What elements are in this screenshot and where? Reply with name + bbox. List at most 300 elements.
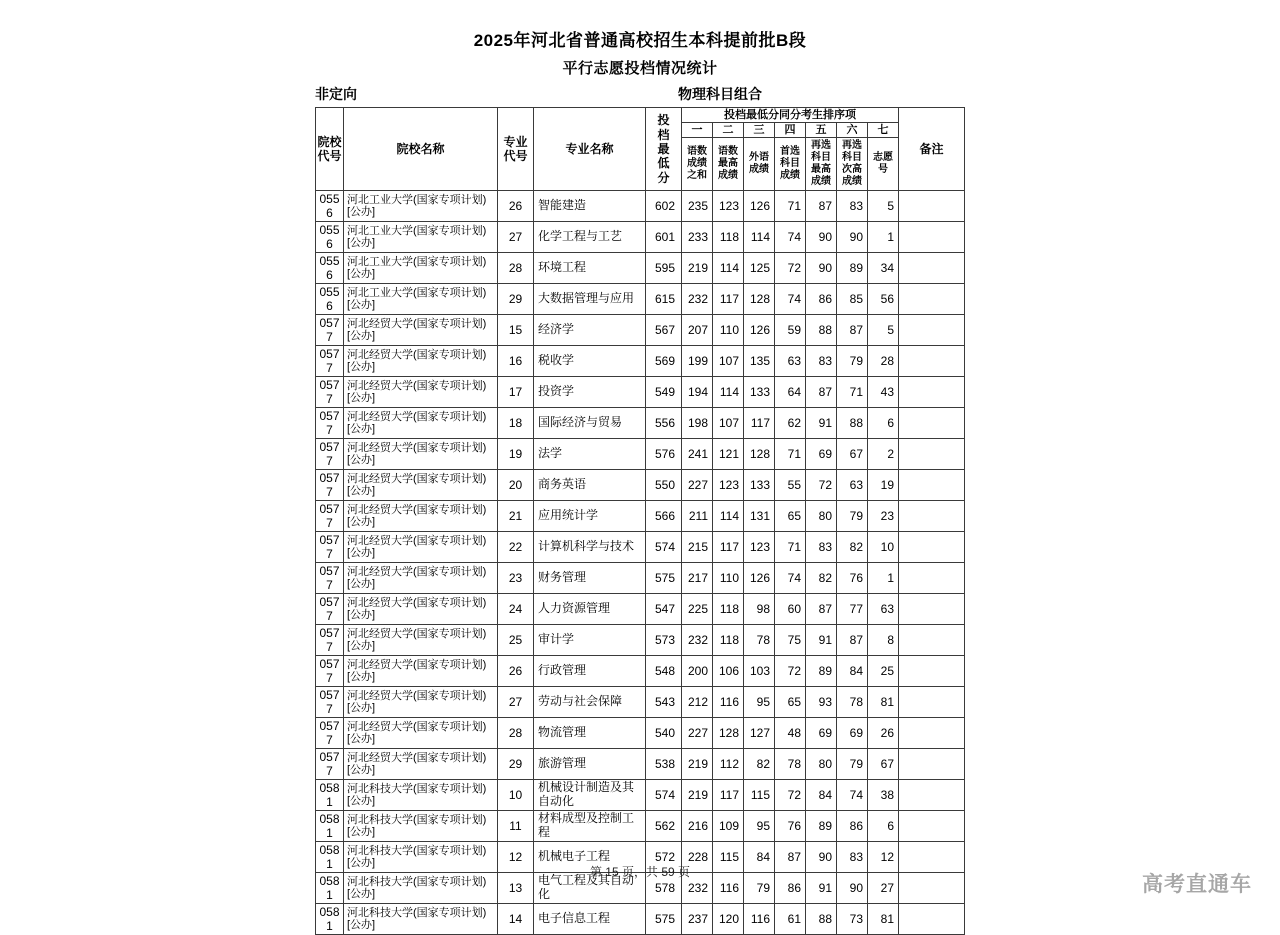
admission-table <box>315 107 965 935</box>
cell-major-code: 19 <box>498 439 534 470</box>
cell-sort-6: 67 <box>837 439 868 470</box>
cell-sort-1: 233 <box>682 222 713 253</box>
cell-major-code: 17 <box>498 377 534 408</box>
cell-school-name: 河北经贸大学(国家专项计划)[公办] <box>344 656 498 687</box>
cell-school-name: 河北经贸大学(国家专项计划)[公办] <box>344 532 498 563</box>
cell-sort-3: 123 <box>744 532 775 563</box>
cell-school-name: 河北经贸大学(国家专项计划)[公办] <box>344 563 498 594</box>
cell-major-name: 电气工程及其自动化 <box>534 873 646 904</box>
cell-min-score: 548 <box>646 656 682 687</box>
cell-major-name: 化学工程与工艺 <box>534 222 646 253</box>
header-major-name: 专业名称 <box>534 108 646 191</box>
header-school-code: 院校代号 <box>316 108 344 191</box>
cell-school-code: 0577 <box>316 563 344 594</box>
cell-min-score: 543 <box>646 687 682 718</box>
header-sort-label-6: 再选科目次高成绩 <box>837 138 868 191</box>
cell-min-score: 576 <box>646 439 682 470</box>
cell-sort-7: 2 <box>868 439 899 470</box>
cell-school-name: 河北工业大学(国家专项计划)[公办] <box>344 191 498 222</box>
cell-sort-7: 8 <box>868 625 899 656</box>
cell-sort-5: 91 <box>806 625 837 656</box>
cell-remark <box>899 780 965 811</box>
header-order-7: 七 <box>868 123 899 138</box>
table-row <box>316 718 965 749</box>
cell-school-name: 河北科技大学(国家专项计划)[公办] <box>344 873 498 904</box>
cell-min-score: 569 <box>646 346 682 377</box>
header-sort-group: 投档最低分同分考生排序项 <box>682 108 899 123</box>
cell-sort-3: 98 <box>744 594 775 625</box>
cell-remark <box>899 501 965 532</box>
cell-major-name: 财务管理 <box>534 563 646 594</box>
cell-major-code: 29 <box>498 749 534 780</box>
cell-school-code: 0581 <box>316 780 344 811</box>
cell-min-score: 574 <box>646 532 682 563</box>
cell-major-name: 投资学 <box>534 377 646 408</box>
cell-sort-5: 91 <box>806 408 837 439</box>
cell-remark <box>899 191 965 222</box>
cell-sort-7: 27 <box>868 873 899 904</box>
cell-sort-3: 126 <box>744 563 775 594</box>
cell-sort-6: 88 <box>837 408 868 439</box>
header-order-2: 二 <box>713 123 744 138</box>
cell-school-code: 0577 <box>316 501 344 532</box>
cell-school-code: 0577 <box>316 687 344 718</box>
cell-min-score: 556 <box>646 408 682 439</box>
cell-sort-1: 216 <box>682 811 713 842</box>
cell-major-name: 物流管理 <box>534 718 646 749</box>
cell-sort-3: 125 <box>744 253 775 284</box>
cell-school-code: 0581 <box>316 873 344 904</box>
cell-sort-2: 114 <box>713 253 744 284</box>
table-row <box>316 315 965 346</box>
cell-remark <box>899 532 965 563</box>
cell-sort-7: 25 <box>868 656 899 687</box>
cell-sort-3: 115 <box>744 780 775 811</box>
cell-sort-4: 63 <box>775 346 806 377</box>
cell-sort-1: 237 <box>682 904 713 935</box>
labels-row <box>315 82 965 106</box>
cell-sort-6: 76 <box>837 563 868 594</box>
cell-school-code: 0581 <box>316 811 344 842</box>
cell-major-code: 21 <box>498 501 534 532</box>
cell-sort-4: 71 <box>775 532 806 563</box>
cell-min-score: 572 <box>646 842 682 873</box>
document-title-line1: 2025年河北省普通高校招生本科提前批B段 <box>473 31 807 50</box>
cell-sort-7: 26 <box>868 718 899 749</box>
cell-sort-1: 212 <box>682 687 713 718</box>
cell-sort-3: 126 <box>744 315 775 346</box>
table-row <box>316 904 965 935</box>
table-row <box>316 222 965 253</box>
cell-sort-2: 107 <box>713 408 744 439</box>
cell-sort-4: 74 <box>775 563 806 594</box>
cell-major-name: 电子信息工程 <box>534 904 646 935</box>
cell-sort-5: 80 <box>806 749 837 780</box>
cell-sort-1: 219 <box>682 253 713 284</box>
cell-min-score: 575 <box>646 563 682 594</box>
header-min-score: 投档最低分 <box>646 108 682 191</box>
cell-sort-7: 1 <box>868 222 899 253</box>
cell-min-score: 547 <box>646 594 682 625</box>
cell-sort-7: 19 <box>868 470 899 501</box>
cell-sort-5: 87 <box>806 594 837 625</box>
cell-sort-4: 65 <box>775 501 806 532</box>
table-row <box>316 439 965 470</box>
orientation-label: 非定向 <box>315 86 357 102</box>
cell-sort-6: 71 <box>837 377 868 408</box>
cell-sort-6: 63 <box>837 470 868 501</box>
cell-sort-7: 6 <box>868 811 899 842</box>
cell-sort-3: 133 <box>744 470 775 501</box>
cell-sort-3: 114 <box>744 222 775 253</box>
cell-major-code: 20 <box>498 470 534 501</box>
cell-sort-6: 83 <box>837 191 868 222</box>
table-row <box>316 191 965 222</box>
cell-sort-2: 109 <box>713 811 744 842</box>
cell-school-name: 河北工业大学(国家专项计划)[公办] <box>344 253 498 284</box>
cell-sort-4: 72 <box>775 656 806 687</box>
cell-sort-5: 90 <box>806 253 837 284</box>
cell-sort-6: 90 <box>837 873 868 904</box>
cell-sort-5: 89 <box>806 811 837 842</box>
cell-sort-4: 72 <box>775 780 806 811</box>
cell-sort-1: 217 <box>682 563 713 594</box>
table-row <box>316 780 965 811</box>
cell-sort-6: 77 <box>837 594 868 625</box>
cell-sort-2: 107 <box>713 346 744 377</box>
cell-sort-4: 86 <box>775 873 806 904</box>
cell-min-score: 540 <box>646 718 682 749</box>
cell-min-score: 549 <box>646 377 682 408</box>
cell-sort-3: 95 <box>744 811 775 842</box>
cell-sort-6: 78 <box>837 687 868 718</box>
cell-sort-1: 207 <box>682 315 713 346</box>
cell-remark <box>899 284 965 315</box>
cell-major-name: 劳动与社会保障 <box>534 687 646 718</box>
cell-school-code: 0581 <box>316 842 344 873</box>
cell-sort-7: 6 <box>868 408 899 439</box>
cell-sort-3: 128 <box>744 439 775 470</box>
header-major-code: 专业代号 <box>498 108 534 191</box>
cell-sort-4: 59 <box>775 315 806 346</box>
cell-sort-1: 232 <box>682 625 713 656</box>
cell-min-score: 601 <box>646 222 682 253</box>
cell-sort-7: 23 <box>868 501 899 532</box>
cell-major-name: 行政管理 <box>534 656 646 687</box>
cell-sort-5: 83 <box>806 532 837 563</box>
table-row <box>316 284 965 315</box>
cell-sort-1: 241 <box>682 439 713 470</box>
cell-sort-7: 81 <box>868 904 899 935</box>
cell-sort-1: 232 <box>682 284 713 315</box>
cell-sort-6: 87 <box>837 315 868 346</box>
table-row <box>316 377 965 408</box>
cell-sort-1: 227 <box>682 470 713 501</box>
cell-sort-5: 84 <box>806 780 837 811</box>
cell-sort-1: 200 <box>682 656 713 687</box>
table-row <box>316 253 965 284</box>
cell-sort-4: 71 <box>775 439 806 470</box>
cell-remark <box>899 656 965 687</box>
cell-major-code: 27 <box>498 222 534 253</box>
cell-sort-3: 131 <box>744 501 775 532</box>
cell-major-name: 机械电子工程 <box>534 842 646 873</box>
cell-min-score: 615 <box>646 284 682 315</box>
cell-school-code: 0577 <box>316 718 344 749</box>
cell-sort-5: 69 <box>806 718 837 749</box>
cell-major-name: 智能建造 <box>534 191 646 222</box>
cell-sort-2: 116 <box>713 687 744 718</box>
cell-major-code: 13 <box>498 873 534 904</box>
cell-school-code: 0577 <box>316 315 344 346</box>
cell-major-code: 26 <box>498 191 534 222</box>
table-row <box>316 563 965 594</box>
cell-major-name: 大数据管理与应用 <box>534 284 646 315</box>
cell-school-name: 河北工业大学(国家专项计划)[公办] <box>344 222 498 253</box>
cell-sort-3: 82 <box>744 749 775 780</box>
cell-major-name: 税收学 <box>534 346 646 377</box>
cell-sort-2: 121 <box>713 439 744 470</box>
cell-sort-1: 215 <box>682 532 713 563</box>
cell-sort-7: 38 <box>868 780 899 811</box>
cell-sort-6: 79 <box>837 749 868 780</box>
cell-min-score: 566 <box>646 501 682 532</box>
cell-sort-2: 118 <box>713 625 744 656</box>
cell-sort-4: 65 <box>775 687 806 718</box>
table-row <box>316 594 965 625</box>
header-sort-label-4: 首选科目成绩 <box>775 138 806 191</box>
cell-sort-4: 72 <box>775 253 806 284</box>
cell-sort-4: 55 <box>775 470 806 501</box>
cell-major-code: 18 <box>498 408 534 439</box>
cell-school-name: 河北科技大学(国家专项计划)[公办] <box>344 842 498 873</box>
cell-major-name: 人力资源管理 <box>534 594 646 625</box>
cell-remark <box>899 315 965 346</box>
cell-school-name: 河北科技大学(国家专项计划)[公办] <box>344 780 498 811</box>
cell-school-name: 河北经贸大学(国家专项计划)[公办] <box>344 408 498 439</box>
cell-school-code: 0577 <box>316 656 344 687</box>
document-content <box>315 82 965 935</box>
cell-sort-7: 63 <box>868 594 899 625</box>
cell-sort-2: 106 <box>713 656 744 687</box>
header-order-1: 一 <box>682 123 713 138</box>
cell-sort-4: 48 <box>775 718 806 749</box>
cell-major-code: 12 <box>498 842 534 873</box>
cell-major-name: 应用统计学 <box>534 501 646 532</box>
cell-sort-5: 90 <box>806 842 837 873</box>
cell-sort-2: 120 <box>713 904 744 935</box>
cell-sort-1: 235 <box>682 191 713 222</box>
cell-sort-1: 228 <box>682 842 713 873</box>
cell-min-score: 550 <box>646 470 682 501</box>
cell-major-code: 23 <box>498 563 534 594</box>
cell-min-score: 602 <box>646 191 682 222</box>
cell-major-name: 国际经济与贸易 <box>534 408 646 439</box>
cell-sort-2: 117 <box>713 284 744 315</box>
cell-school-code: 0577 <box>316 439 344 470</box>
cell-sort-5: 89 <box>806 656 837 687</box>
cell-sort-1: 211 <box>682 501 713 532</box>
cell-sort-5: 87 <box>806 191 837 222</box>
cell-sort-3: 95 <box>744 687 775 718</box>
cell-school-name: 河北经贸大学(国家专项计划)[公办] <box>344 749 498 780</box>
header-sort-label-1: 语数成绩之和 <box>682 138 713 191</box>
table-row <box>316 749 965 780</box>
cell-sort-7: 5 <box>868 315 899 346</box>
cell-school-code: 0577 <box>316 532 344 563</box>
cell-sort-5: 91 <box>806 873 837 904</box>
cell-sort-5: 93 <box>806 687 837 718</box>
cell-sort-6: 86 <box>837 811 868 842</box>
subject-group-label: 物理科目组合 <box>678 86 762 102</box>
header-sort-label-5: 再选科目最高成绩 <box>806 138 837 191</box>
cell-sort-6: 69 <box>837 718 868 749</box>
cell-sort-7: 56 <box>868 284 899 315</box>
cell-major-name: 环境工程 <box>534 253 646 284</box>
cell-school-name: 河北经贸大学(国家专项计划)[公办] <box>344 625 498 656</box>
cell-sort-4: 87 <box>775 842 806 873</box>
cell-school-name: 河北科技大学(国家专项计划)[公办] <box>344 904 498 935</box>
cell-min-score: 578 <box>646 873 682 904</box>
cell-sort-5: 88 <box>806 904 837 935</box>
cell-sort-1: 194 <box>682 377 713 408</box>
cell-sort-3: 117 <box>744 408 775 439</box>
cell-school-name: 河北经贸大学(国家专项计划)[公办] <box>344 315 498 346</box>
cell-remark <box>899 408 965 439</box>
cell-school-name: 河北经贸大学(国家专项计划)[公办] <box>344 594 498 625</box>
cell-sort-4: 75 <box>775 625 806 656</box>
header-school-name: 院校名称 <box>344 108 498 191</box>
cell-major-code: 22 <box>498 532 534 563</box>
table-row <box>316 408 965 439</box>
cell-school-name: 河北经贸大学(国家专项计划)[公办] <box>344 470 498 501</box>
cell-remark <box>899 222 965 253</box>
cell-sort-2: 117 <box>713 780 744 811</box>
cell-sort-4: 78 <box>775 749 806 780</box>
cell-major-code: 29 <box>498 284 534 315</box>
cell-sort-5: 69 <box>806 439 837 470</box>
cell-sort-3: 135 <box>744 346 775 377</box>
cell-sort-5: 83 <box>806 346 837 377</box>
cell-sort-3: 116 <box>744 904 775 935</box>
cell-major-code: 16 <box>498 346 534 377</box>
cell-school-code: 0577 <box>316 749 344 780</box>
cell-major-code: 24 <box>498 594 534 625</box>
cell-major-name: 经济学 <box>534 315 646 346</box>
header-sort-label-3: 外语成绩 <box>744 138 775 191</box>
table-header <box>316 108 965 191</box>
cell-sort-6: 82 <box>837 532 868 563</box>
cell-school-name: 河北经贸大学(国家专项计划)[公办] <box>344 718 498 749</box>
cell-sort-2: 123 <box>713 470 744 501</box>
cell-sort-7: 34 <box>868 253 899 284</box>
cell-sort-3: 78 <box>744 625 775 656</box>
cell-sort-2: 123 <box>713 191 744 222</box>
cell-school-code: 0556 <box>316 222 344 253</box>
cell-major-name: 商务英语 <box>534 470 646 501</box>
cell-school-code: 0556 <box>316 284 344 315</box>
cell-sort-1: 219 <box>682 780 713 811</box>
cell-min-score: 562 <box>646 811 682 842</box>
cell-sort-6: 89 <box>837 253 868 284</box>
cell-sort-1: 198 <box>682 408 713 439</box>
header-sort-label-2: 语数最高成绩 <box>713 138 744 191</box>
cell-min-score: 595 <box>646 253 682 284</box>
cell-sort-6: 79 <box>837 346 868 377</box>
cell-sort-5: 90 <box>806 222 837 253</box>
cell-sort-4: 76 <box>775 811 806 842</box>
cell-min-score: 573 <box>646 625 682 656</box>
cell-school-code: 0577 <box>316 408 344 439</box>
cell-major-name: 审计学 <box>534 625 646 656</box>
cell-major-code: 15 <box>498 315 534 346</box>
cell-sort-3: 84 <box>744 842 775 873</box>
cell-remark <box>899 439 965 470</box>
cell-sort-6: 79 <box>837 501 868 532</box>
cell-major-code: 28 <box>498 253 534 284</box>
cell-sort-1: 219 <box>682 749 713 780</box>
header-order-4: 四 <box>775 123 806 138</box>
cell-sort-5: 80 <box>806 501 837 532</box>
cell-school-name: 河北经贸大学(国家专项计划)[公办] <box>344 501 498 532</box>
cell-remark <box>899 377 965 408</box>
cell-school-code: 0577 <box>316 470 344 501</box>
cell-sort-6: 90 <box>837 222 868 253</box>
table-row <box>316 687 965 718</box>
cell-remark <box>899 904 965 935</box>
table-row <box>316 346 965 377</box>
cell-major-code: 28 <box>498 718 534 749</box>
cell-school-name: 河北经贸大学(国家专项计划)[公办] <box>344 687 498 718</box>
cell-min-score: 575 <box>646 904 682 935</box>
cell-sort-2: 114 <box>713 501 744 532</box>
cell-sort-3: 126 <box>744 191 775 222</box>
watermark: 高考直通车 <box>1142 873 1252 896</box>
cell-sort-7: 43 <box>868 377 899 408</box>
cell-sort-3: 128 <box>744 284 775 315</box>
cell-major-name: 法学 <box>534 439 646 470</box>
cell-sort-6: 73 <box>837 904 868 935</box>
header-order-3: 三 <box>744 123 775 138</box>
cell-remark <box>899 563 965 594</box>
cell-sort-5: 86 <box>806 284 837 315</box>
cell-major-name: 计算机科学与技术 <box>534 532 646 563</box>
cell-school-name: 河北经贸大学(国家专项计划)[公办] <box>344 377 498 408</box>
cell-sort-7: 10 <box>868 532 899 563</box>
cell-sort-6: 74 <box>837 780 868 811</box>
cell-major-name: 机械设计制造及其自动化 <box>534 780 646 811</box>
cell-sort-4: 74 <box>775 284 806 315</box>
cell-remark <box>899 687 965 718</box>
cell-sort-3: 133 <box>744 377 775 408</box>
header-sort-label-7: 志愿号 <box>868 138 899 191</box>
cell-sort-3: 127 <box>744 718 775 749</box>
cell-sort-2: 128 <box>713 718 744 749</box>
cell-sort-2: 118 <box>713 222 744 253</box>
cell-sort-4: 74 <box>775 222 806 253</box>
cell-major-code: 27 <box>498 687 534 718</box>
cell-sort-5: 88 <box>806 315 837 346</box>
cell-sort-3: 103 <box>744 656 775 687</box>
cell-sort-1: 227 <box>682 718 713 749</box>
cell-remark <box>899 594 965 625</box>
cell-sort-2: 116 <box>713 873 744 904</box>
cell-sort-7: 28 <box>868 346 899 377</box>
table-row <box>316 470 965 501</box>
cell-sort-4: 71 <box>775 191 806 222</box>
page-number: 第 15 页，共 59 页 <box>589 865 691 879</box>
cell-school-code: 0581 <box>316 904 344 935</box>
